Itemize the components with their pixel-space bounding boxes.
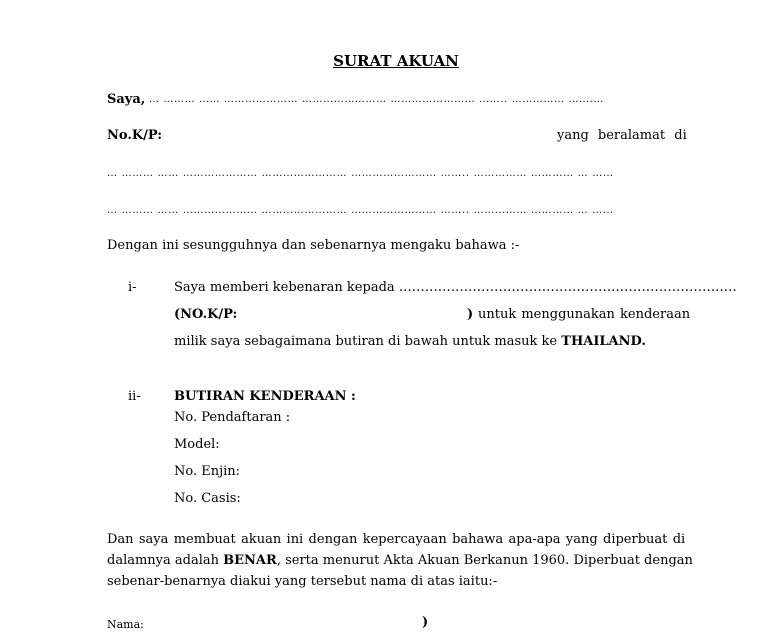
item-1-line3-text: milik saya sebagaimana butiran di bawah untuk masuk ke [174,334,558,349]
item-2-number: ii- [128,389,141,404]
item-1-country: THAILAND. [561,334,646,349]
item-1-number: i- [128,280,137,295]
field-model: Model: [174,437,220,452]
closing-line-2-post: , serta menurut Akta Akuan Berkanun 1960. Diperbuat dengan [276,553,693,568]
address-line-2: … ……… …… ………………… …………………… …………………… …….. …………… ………… … …… [107,205,614,216]
vehicle-details-heading: BUTIRAN KENDERAAN : [174,389,356,404]
address-line-1: … ……… …… ………………… …………………… …………………… …….. …………… ………… … …… [107,168,614,179]
nama-close: ) [422,615,429,630]
closing-line-1: Dan saya membuat akuan ini dengan kepercayaan bahawa apa-apa yang diperbuat di [107,532,686,547]
field-engine: No. Enjin: [174,464,241,479]
saya-blank: … ……… …… ………………… …………………… …………………… …….. …………… …….… [149,94,604,105]
item-1-nokp-close: ) [467,307,474,322]
benar-word: BENAR [223,553,277,568]
saya-label: Saya, [107,92,146,107]
field-chassis: No. Casis: [174,491,241,506]
closing-line-3: sebenar-benarnya diakui yang tersebut nama di atas iaitu:- [107,574,498,589]
item-1-line2: untuk menggunakan kenderaan [478,307,691,322]
closing-line-2-pre: dalamnya adalah [107,553,220,568]
item-1-line3 [174,334,646,350]
nama-label: Nama: [107,618,144,631]
closing-line-2 [107,553,693,569]
declaration-text: Dengan ini sesungguhnya dan sebenarnya mengaku bahawa :- [107,238,520,253]
nokp-label: No.K/P: [107,128,163,143]
beralamat-text: yang beralamat di [557,128,687,143]
item-1-line1: Saya memberi kebenaran kepada …………………………………………………………………… [174,280,737,295]
item-1-nokp-open: (NO.K/P: [174,307,238,322]
document-title: SURAT AKUAN [333,52,459,70]
field-registration: No. Pendaftaran : [174,410,291,425]
